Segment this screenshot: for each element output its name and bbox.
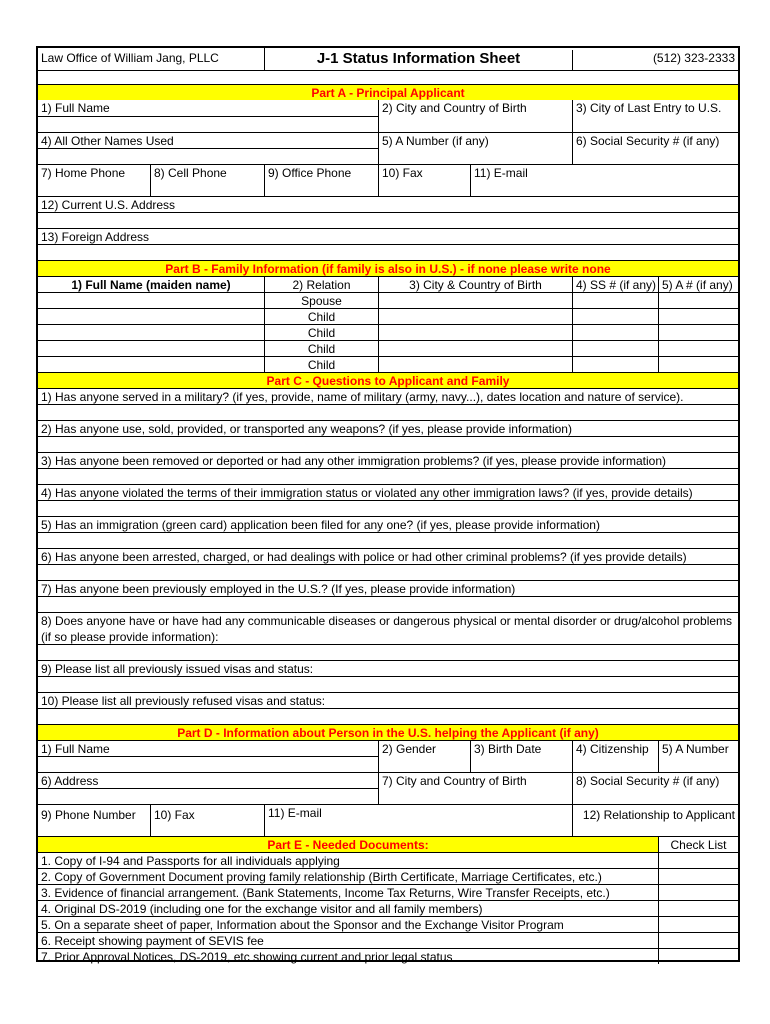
question-8-answer[interactable]	[38, 644, 738, 660]
document-checkbox[interactable]	[658, 884, 738, 900]
question-6-answer[interactable]	[38, 564, 738, 580]
part-a-heading: Part A - Principal Applicant	[38, 84, 738, 100]
question-10-label: 10) Please list all previously refused visas and status:	[38, 692, 738, 708]
helper-relationship-label	[572, 804, 738, 836]
city-country-birth-label: 2) City and Country of Birth	[378, 100, 572, 132]
family-field-cell[interactable]	[572, 340, 658, 356]
family-field-cell[interactable]	[572, 356, 658, 372]
foreign-address-field[interactable]	[38, 244, 738, 260]
family-field-cell[interactable]	[658, 292, 738, 308]
family-field-cell[interactable]	[658, 340, 738, 356]
helper-citizenship-label: 4) Citizenship	[572, 740, 658, 772]
city-last-entry-label: 3) City of Last Entry to U.S.	[572, 100, 738, 132]
form-title: J-1 Status Information Sheet	[264, 48, 572, 70]
helper-fax-text: 10) Fax	[154, 808, 195, 822]
document-item: 6. Receipt showing payment of SEVIS fee	[38, 932, 658, 948]
helper-fax-label	[150, 804, 264, 836]
email-label: 11) E-mail	[470, 164, 738, 196]
part-e-heading: Part E - Needed Documents:	[38, 836, 658, 852]
document-item: 1. Copy of I-94 and Passports for all individuals applying	[38, 852, 658, 868]
a-number-label: 5) A Number (if any)	[378, 132, 572, 164]
family-field-cell[interactable]	[658, 356, 738, 372]
family-field-cell[interactable]	[38, 292, 264, 308]
family-ss-column: 4) SS # (if any)	[572, 276, 658, 292]
family-field-cell[interactable]	[658, 324, 738, 340]
home-phone-label: 7) Home Phone	[38, 164, 150, 196]
helper-phone-text: 9) Phone Number	[41, 808, 136, 822]
family-name-column: 1) Full Name (maiden name)	[38, 276, 264, 292]
document-checkbox[interactable]	[658, 948, 738, 964]
question-9-label: 9) Please list all previously issued visas and status:	[38, 660, 738, 676]
helper-full-name-field[interactable]	[38, 756, 378, 772]
question-1-answer[interactable]	[38, 404, 738, 420]
question-4-label: 4) Has anyone violated the terms of their immigration status or violated any other immigration laws? (if yes, provide details)	[38, 484, 738, 500]
full-name-field[interactable]	[38, 116, 378, 132]
relation-column: 2) Relation	[264, 276, 378, 292]
question-1-label: 1) Has anyone served in a military? (if yes, provide, name of military (army, navy...), dates location and nature of service).	[38, 388, 738, 404]
document-item: 2. Copy of Government Document proving family relationship (Birth Certificate, Marriage Certificates, etc.)	[38, 868, 658, 884]
helper-a-number-label: 5) A Number	[658, 740, 738, 772]
cell-phone-label: 8) Cell Phone	[150, 164, 264, 196]
family-a-column: 5) A # (if any)	[658, 276, 738, 292]
family-field-cell[interactable]	[658, 308, 738, 324]
foreign-address-label: 13) Foreign Address	[38, 228, 738, 244]
family-field-cell[interactable]	[572, 324, 658, 340]
spacer-row	[38, 70, 738, 84]
law-office-name: Law Office of William Jang, PLLC	[41, 51, 219, 65]
helper-gender-label: 2) Gender	[378, 740, 470, 772]
family-field-cell[interactable]	[38, 324, 264, 340]
full-name-label: 1) Full Name	[41, 101, 110, 115]
question-9-answer[interactable]	[38, 676, 738, 692]
question-8-label: 8) Does anyone have or have had any communicable diseases or dangerous physical or mental disorder or drug/alcohol problems (if so please provide information):	[38, 612, 738, 644]
family-relation-cell: Child	[264, 308, 378, 324]
question-5-answer[interactable]	[38, 532, 738, 548]
office-phone-label: 9) Office Phone	[264, 164, 378, 196]
social-security-label: 6) Social Security # (if any)	[572, 132, 738, 164]
family-relation-cell: Child	[264, 324, 378, 340]
check-list-header: Check List	[658, 836, 738, 852]
family-field-cell[interactable]	[378, 340, 572, 356]
document-item: 5. On a separate sheet of paper, Information about the Sponsor and the Exchange Visitor Program	[38, 916, 658, 932]
part-d-heading: Part D - Information about Person in the U.S. helping the Applicant (if any)	[38, 724, 738, 740]
helper-address-label: 6) Address	[38, 772, 378, 788]
family-field-cell[interactable]	[572, 292, 658, 308]
question-5-label: 5) Has an immigration (green card) application been filed for any one? (if yes, please provide information)	[38, 516, 738, 532]
helper-ssn-label: 8) Social Security # (if any)	[572, 772, 738, 804]
question-7-answer[interactable]	[38, 596, 738, 612]
us-address-label: 12) Current U.S. Address	[38, 196, 738, 212]
j1-information-form	[36, 46, 740, 962]
family-relation-cell: Child	[264, 340, 378, 356]
question-6-label: 6) Has anyone been arrested, charged, or had dealings with police or had other criminal problems? (if yes provide details)	[38, 548, 738, 564]
family-field-cell[interactable]	[572, 308, 658, 324]
document-checkbox[interactable]	[658, 932, 738, 948]
family-field-cell[interactable]	[38, 340, 264, 356]
document-item: 7. Prior Approval Notices, DS-2019, etc showing current and prior legal status	[38, 948, 658, 964]
document-checkbox[interactable]	[658, 852, 738, 868]
family-field-cell[interactable]	[38, 356, 264, 372]
helper-city-birth-label: 7) City and Country of Birth	[378, 772, 572, 804]
helper-email-label: 11) E-mail	[264, 804, 572, 836]
question-4-answer[interactable]	[38, 500, 738, 516]
family-field-cell[interactable]	[38, 308, 264, 324]
question-10-answer[interactable]	[38, 708, 738, 724]
helper-address-field[interactable]	[38, 788, 378, 804]
family-relation-cell: Spouse	[264, 292, 378, 308]
helper-full-name-label: 1) Full Name	[38, 740, 378, 756]
helper-phone-label	[38, 804, 150, 836]
family-field-cell[interactable]	[378, 292, 572, 308]
part-c-heading: Part C - Questions to Applicant and Family	[38, 372, 738, 388]
us-address-field[interactable]	[38, 212, 738, 228]
question-2-label: 2) Has anyone use, sold, provided, or transported any weapons? (if yes, please provide information)	[38, 420, 738, 436]
question-7-label: 7) Has anyone been previously employed in the U.S.? (If yes, please provide information)	[38, 580, 738, 596]
helper-birth-date-label: 3) Birth Date	[470, 740, 572, 772]
document-item: 3. Evidence of financial arrangement. (Bank Statements, Income Tax Returns, Wire Transfer Receipts, etc.)	[38, 884, 658, 900]
question-3-label: 3) Has anyone been removed or deported or had any other immigration problems? (if yes, please provide information)	[38, 452, 738, 468]
other-names-field[interactable]	[38, 148, 378, 164]
document-checkbox[interactable]	[658, 868, 738, 884]
helper-relationship-text: 12) Relationship to Applicant	[582, 808, 735, 822]
other-names-label: 4) All Other Names Used	[38, 132, 378, 148]
family-field-cell[interactable]	[378, 324, 572, 340]
document-checkbox[interactable]	[658, 916, 738, 932]
fax-label: 10) Fax	[378, 164, 470, 196]
document-item: 4. Original DS-2019 (including one for the exchange visitor and all family members)	[38, 900, 658, 916]
question-3-answer[interactable]	[38, 468, 738, 484]
family-field-cell[interactable]	[378, 308, 572, 324]
family-birth-column: 3) City & Country of Birth	[378, 276, 572, 292]
family-relation-cell: Child	[264, 356, 378, 372]
office-phone-number: (512) 323-2333	[572, 50, 738, 70]
document-checkbox[interactable]	[658, 900, 738, 916]
family-field-cell[interactable]	[378, 356, 572, 372]
part-b-heading: Part B - Family Information (if family is also in U.S.) - if none please write none	[38, 260, 738, 276]
question-2-answer[interactable]	[38, 436, 738, 452]
